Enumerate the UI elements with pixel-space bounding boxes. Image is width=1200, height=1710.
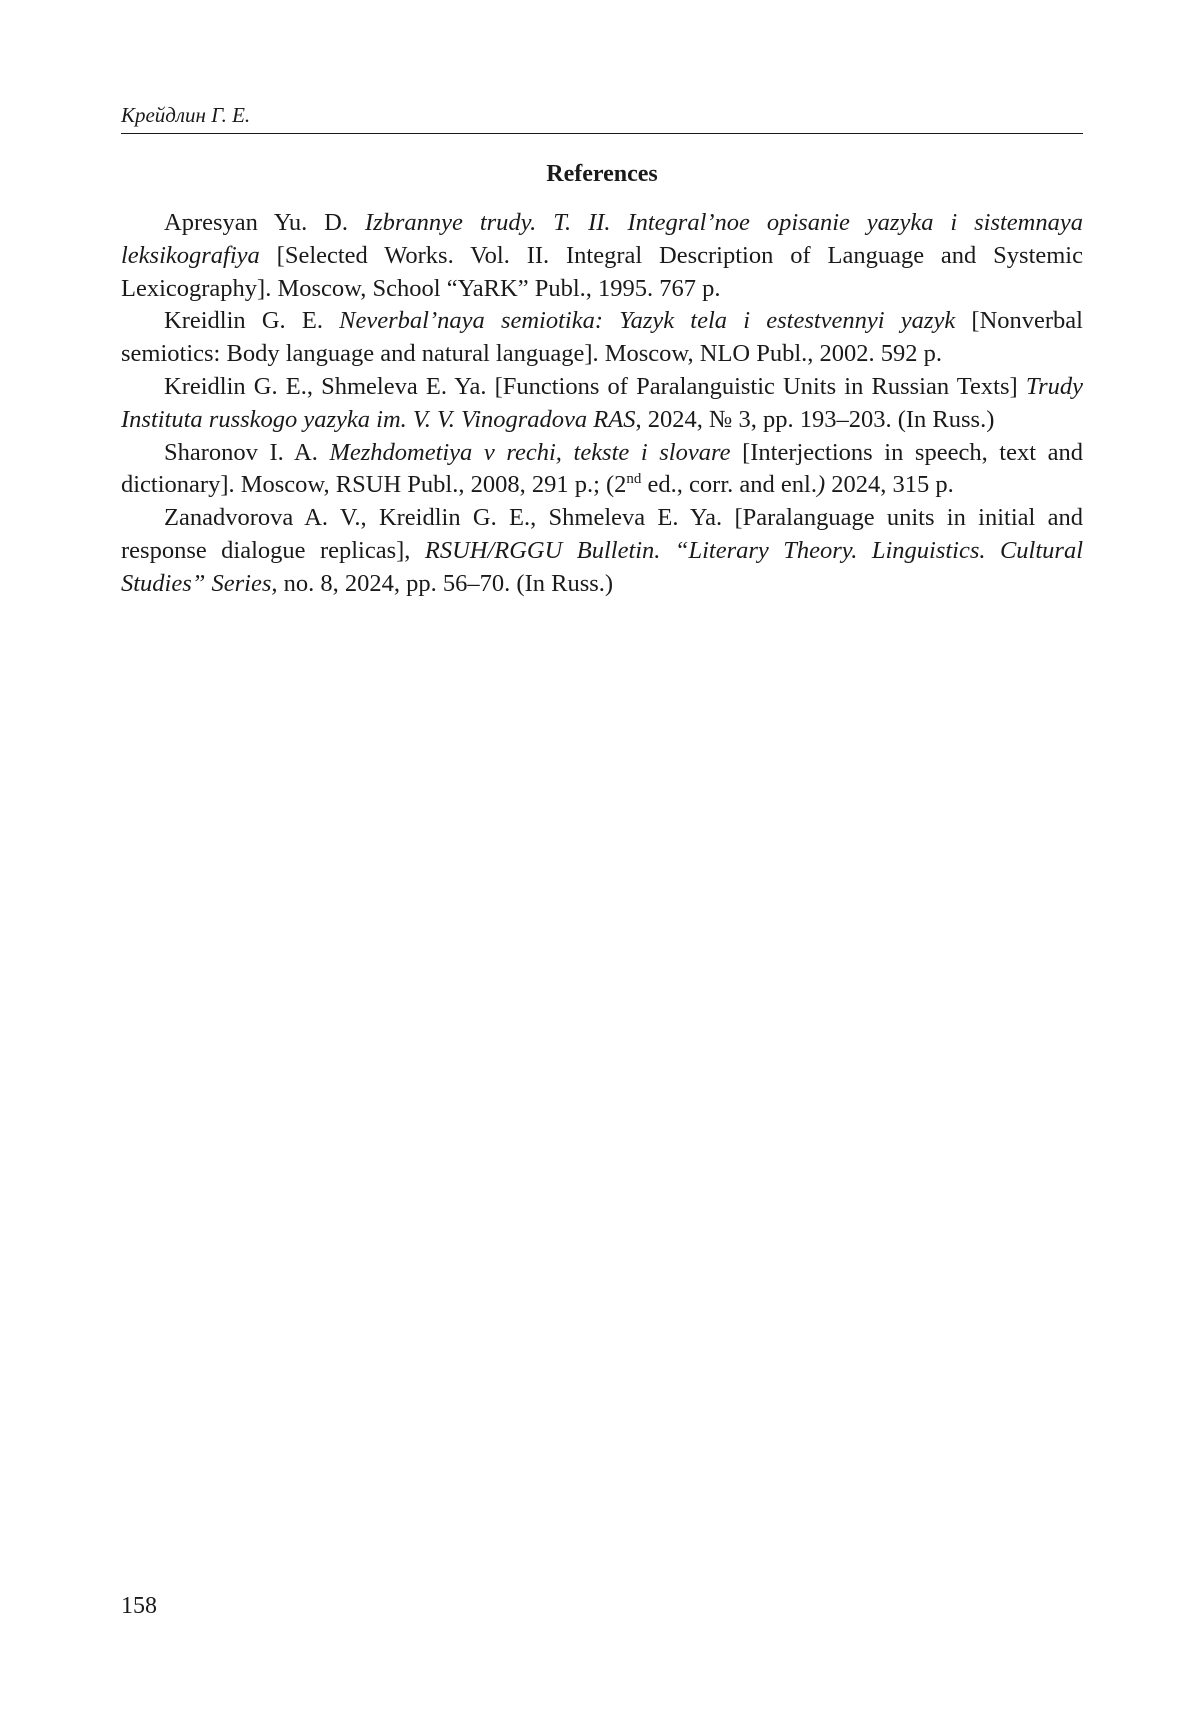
reference-paren: )	[816, 471, 826, 499]
reference-author: Apresyan Yu. D.	[164, 209, 365, 236]
page-number: 158	[121, 1593, 157, 1619]
running-head: Крейдлин Г. Е.	[121, 103, 251, 127]
reference-title: Neverbal’naya semiotika: Yazyk tela i estestvennyi yazyk	[339, 307, 956, 335]
reference-details-cont: ed., corr. and enl.	[641, 471, 817, 499]
reference-details: no. 8, 2024, pp. 56–70. (In Russ.)	[277, 569, 614, 597]
header-rule	[121, 133, 1083, 134]
reference-details: [Nonverbal semiotics: Body language and natural language]. Moscow, NLO Publ., 2002. 592 p.	[121, 307, 1083, 368]
reference-author: Kreidlin G. E.	[164, 307, 340, 335]
reference-details: [Selected Works. Vol. II. Integral Description of Language and Systemic Lexicography]. Moscow, School “YaRK” Publ., 1995. 767 p.	[121, 241, 1083, 302]
reference-details: [Interjections in speech, text and dictionary]. Moscow, RSUH Publ., 2008, 291 p.; (2	[121, 438, 1083, 499]
reference-author: Zanadvorova A. V., Kreidlin G. E., Shmeleva E. Ya. [Paralanguage units in initial and response dialogue replicas],	[121, 504, 1083, 564]
reference-item	[121, 437, 1083, 503]
reference-superscript: nd	[626, 471, 642, 488]
reference-item	[121, 371, 1083, 437]
reference-author: Kreidlin G. E., Shmeleva E. Ya. [Functions of Paralanguistic Units in Russian Texts]	[164, 372, 1026, 400]
references-list	[121, 207, 1083, 601]
references-title: References	[546, 161, 658, 187]
reference-title: Mezhdometiya v rechi, tekste i slovare	[329, 438, 731, 466]
reference-title: Izbrannye trudy. T. II. Integral’noe opisanie yazyka i sistemnaya leksikografiya	[121, 209, 1083, 269]
reference-title: RSUH/RGGU Bulletin. “Literary Theory. Linguistics. Cultural Studies” Series,	[121, 536, 1083, 597]
reference-author: Sharonov I. A.	[164, 438, 330, 466]
reference-title: Trudy Instituta russkogo yazyka im. V. V. Vinogradova RAS	[121, 372, 1083, 433]
reference-item	[121, 305, 1083, 371]
reference-item	[121, 207, 1083, 305]
reference-item	[121, 502, 1083, 600]
reference-details: , 2024, № 3, pp. 193–203. (In Russ.)	[635, 405, 995, 433]
reference-details-end: 2024, 315 p.	[825, 471, 954, 499]
